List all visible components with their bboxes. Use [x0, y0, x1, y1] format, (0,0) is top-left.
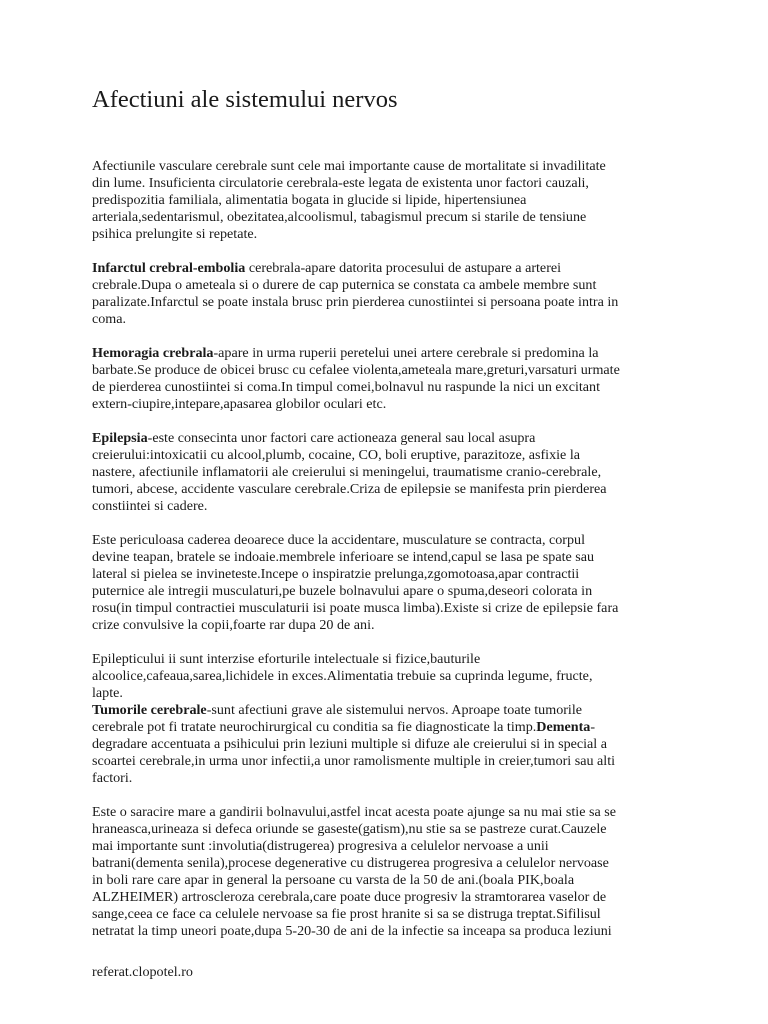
text-run: hraneasca,urineaza si defeca oriunde se gaseste(gatism),nu stie sa se pastreze curat.Cauzele	[92, 821, 607, 837]
text-run: crebrale.Dupa o ameteala si o durere de cap puternica se constata ca ambele membre sunt	[92, 277, 597, 293]
bold-term: Dementa	[536, 719, 591, 735]
text-line	[92, 753, 676, 770]
text-run: mai importante sunt :involutia(distrugerea) progresiva a celulelor nervoase a unii	[92, 838, 549, 854]
text-line	[92, 549, 676, 566]
text-line	[92, 260, 676, 277]
text-run: lateral si pielea se invineteste.Incepe o inspiratzie prelunga,zgomotoasa,apar contractii	[92, 566, 580, 582]
text-line	[92, 651, 676, 668]
text-line	[92, 719, 676, 736]
document-body	[92, 158, 676, 957]
text-line	[92, 192, 676, 209]
text-line	[92, 736, 676, 753]
text-run: tumori, abcese, accidente vasculare cerebrale.Criza de epilepsie se manifesta prin pierderea	[92, 481, 607, 497]
paragraph	[92, 532, 676, 634]
text-run: nastere, afectiunile inflamatorii ale creierului si meningelui, traumatisme cranio-cerebrale,	[92, 464, 602, 480]
text-run: puternice ale intregii musculaturi,pe buzele bolnavului apare o spuma,deseori colorata in	[92, 583, 593, 599]
text-line	[92, 379, 676, 396]
text-run: degradare accentuata a psihicului prin leziuni multiple si difuze ale creierului si in special a	[92, 736, 607, 752]
text-run: extern-ciupire,intepare,apasarea globilor oculari etc.	[92, 396, 387, 412]
paragraph	[92, 260, 676, 328]
paragraph	[92, 702, 676, 787]
document-title: Afectiuni ale sistemului nervos	[92, 86, 398, 113]
text-line	[92, 294, 676, 311]
text-line	[92, 498, 676, 515]
text-line	[92, 685, 676, 702]
text-line	[92, 838, 676, 855]
text-run: scoartei cerebrale,in urma unor infectii,a unor ramolismente multiple in creier,tumori sau alti	[92, 753, 616, 769]
text-run: de pierderea cunostiintei si coma.In timpul comei,bolnavul nu raspunde la nici un excitant	[92, 379, 601, 395]
text-run: coma.	[92, 311, 127, 327]
text-run: Afectiunile vasculare cerebrale sunt cele mai importante cause de mortalitate si invadilitate	[92, 158, 606, 174]
text-line	[92, 209, 676, 226]
text-line	[92, 277, 676, 294]
text-run: creierului:intoxicatii cu alcool,plumb, cocaine, CO, boli eruptive, parazitoze, asfixie la	[92, 447, 581, 463]
text-line	[92, 855, 676, 872]
bold-term: Hemoragia crebrala	[92, 345, 214, 361]
text-run: arteriala,sedentarismul, obezitatea,alcoolismul, tabagismul precum si starile de tensiune	[92, 209, 587, 225]
text-run: cerebrala-apare datorita procesului de astupare a arterei	[245, 260, 562, 276]
paragraph	[92, 651, 676, 702]
text-line	[92, 600, 676, 617]
text-run: rosu(in timpul contractiei musculaturii isi poate musca limba).Existe si crize de epilepsie fara	[92, 600, 619, 616]
text-run: batrani(dementa senila),procese degenerative cu distrugerea progresiva a celulelor nervoase	[92, 855, 609, 871]
text-line	[92, 447, 676, 464]
text-line	[92, 345, 676, 362]
text-run: sange,ceea ce face ca celulele nervoase sa fie prost hranite si sa se distruga treptat.Sifilisul	[92, 906, 601, 922]
text-run: in boli rare care apar in general la persoane cu varsta de la 50 de ani.(boala PIK,boala	[92, 872, 575, 888]
text-run: din lume. Insuficienta circulatorie cerebrala-este legata de existenta unor factori cauzali,	[92, 175, 589, 191]
text-run: paralizate.Infarctul se poate instala brusc prin pierderea cunostiintei si persoana poate intra in	[92, 294, 619, 310]
text-run: alcoolice,cafeaua,sarea,lichidele in exces.Alimentatia trebuie sa cuprinda legume, fructe,	[92, 668, 593, 684]
text-line	[92, 481, 676, 498]
text-run: crize convulsive la copii,foarte rar dupa 20 de ani.	[92, 617, 375, 633]
bold-term: Tumorile cerebrale	[92, 702, 207, 718]
text-run: barbate.Se produce de obicei brusc cu cefalee violenta,ameteala mare,greturi,varsaturi urmate	[92, 362, 620, 378]
text-line	[92, 430, 676, 447]
paragraph	[92, 804, 676, 940]
paragraph	[92, 158, 676, 243]
text-run: constiintei si cadere.	[92, 498, 208, 514]
text-run: Epilepticului ii sunt interzise eforturile intelectuale si fizice,bauturile	[92, 651, 481, 667]
text-run: predispozitia familiala, alimentatia bogata in glucide si lipide, hipertensiunea	[92, 192, 527, 208]
text-run: -este consecinta unor factori care actioneaza general sau local asupra	[147, 430, 536, 446]
text-run: ALZHEIMER) artroscleroza cerebrala,care poate duce progresiv la stramtorarea vaselor de	[92, 889, 607, 905]
text-run: cerebrale pot fi tratate neurochirurgical cu conditia sa fie diagnosticate la timp.	[92, 719, 537, 735]
text-line	[92, 906, 676, 923]
text-line	[92, 532, 676, 549]
paragraph	[92, 430, 676, 515]
text-line	[92, 668, 676, 685]
text-line	[92, 821, 676, 838]
document-footer: referat.clopotel.ro	[92, 964, 193, 980]
text-run: -sunt afectiuni grave ale sistemului nervos. Aproape toate tumorile	[206, 702, 583, 718]
paragraph	[92, 345, 676, 413]
text-run: lapte.	[92, 685, 123, 701]
text-run: Este periculoasa caderea deoarece duce la accidentare, musculature se contracta, corpul	[92, 532, 585, 548]
text-run: devine teapan, bratele se indoaie.membrele inferioare se intend,capul se lasa pe spate sau	[92, 549, 595, 565]
text-line	[92, 583, 676, 600]
text-line	[92, 175, 676, 192]
text-line	[92, 804, 676, 821]
text-line	[92, 396, 676, 413]
text-run: factori.	[92, 770, 133, 786]
text-line	[92, 226, 676, 243]
text-line	[92, 362, 676, 379]
text-line	[92, 770, 676, 787]
text-run: Este o saracire mare a gandirii bolnavului,astfel incat acesta poate ajunge sa nu mai stie sa se	[92, 804, 617, 820]
bold-term: Epilepsia	[92, 430, 148, 446]
text-line	[92, 464, 676, 481]
text-line	[92, 566, 676, 583]
bold-term: Infarctul crebral-embolia	[92, 260, 246, 276]
text-line	[92, 889, 676, 906]
text-run: -	[590, 719, 596, 735]
text-line	[92, 702, 676, 719]
text-line	[92, 617, 676, 634]
text-run: psihica prelungite si repetate.	[92, 226, 258, 242]
text-line	[92, 158, 676, 175]
text-run: netratat la timp uneori poate,dupa 5-20-30 de ani de la infectie sa inceapa sa produca leziuni	[92, 923, 612, 939]
text-run: -apare in urma ruperii peretelui unei artere cerebrale si predomina la	[213, 345, 599, 361]
text-line	[92, 923, 676, 940]
text-line	[92, 311, 676, 328]
text-line	[92, 872, 676, 889]
